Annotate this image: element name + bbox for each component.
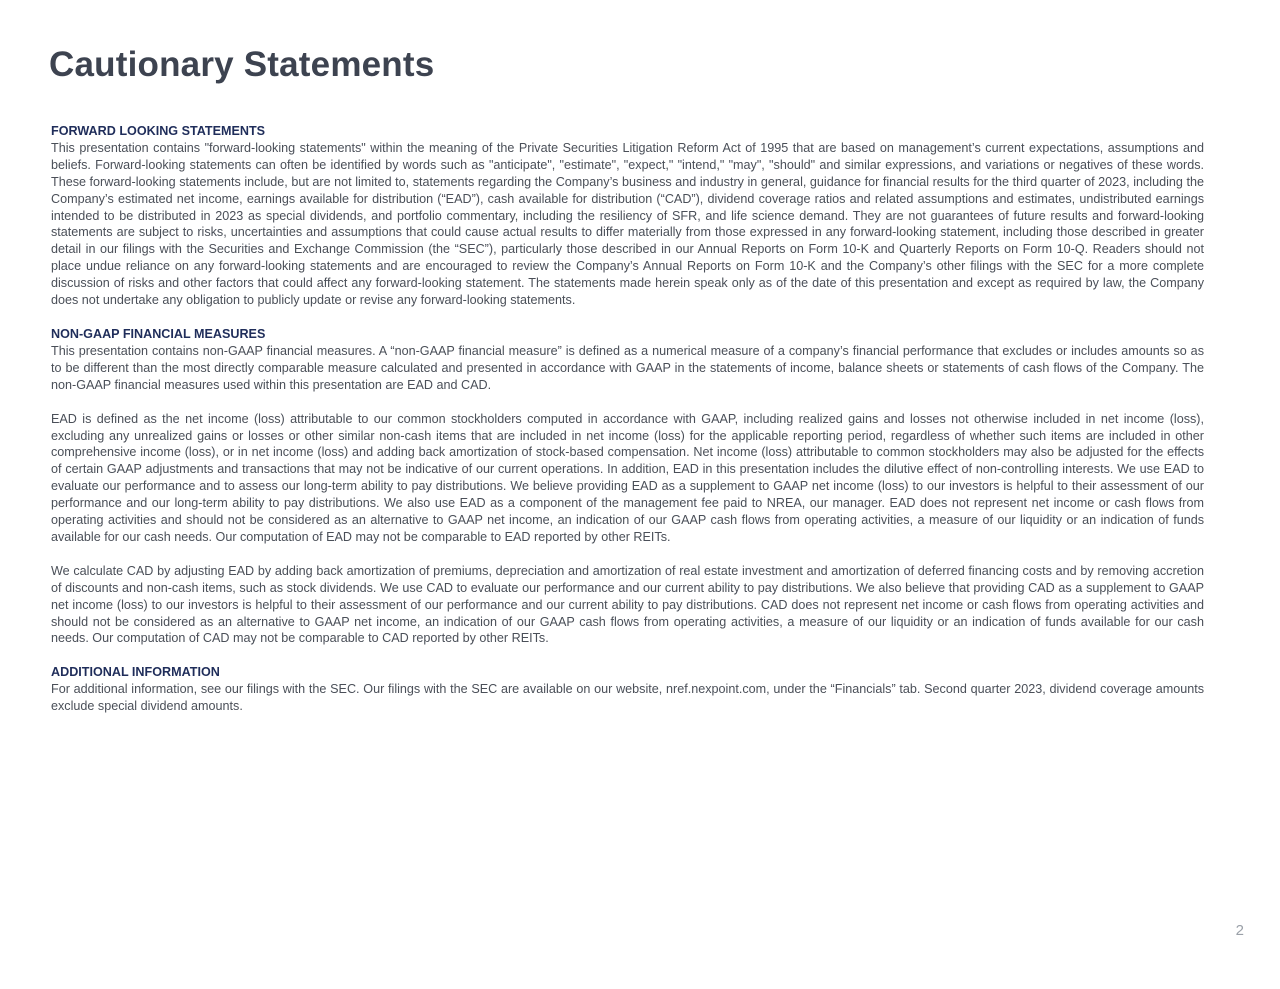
non-gaap-paragraph-cad: We calculate CAD by adjusting EAD by adding back amortization of premiums, depreciation and amortization of real estate investment and amortization of deferred financing costs and by removing accretion of discounts and non-cash items, such as stock dividends. We use CAD to evaluate our performance and our current ability to pay distributions. We also believe that providing CAD as a supplement to GAAP net income (loss) to our investors is helpful to their assessment of our performance and our current ability to pay distributions. CAD does not represent net income or cash flows from operating activities and should not be considered as an alternative to GAAP net income, an indication of our GAAP cash flows from operating activities, a measure of our liquidity or an indication of funds available for our cash needs. Our computation of CAD may not be comparable to CAD reported by other REITs. <box>51 563 1204 646</box>
non-gaap-heading: NON-GAAP FINANCIAL MEASURES <box>51 326 266 341</box>
page-number: 2 <box>1235 922 1244 939</box>
non-gaap-paragraph-ead: EAD is defined as the net income (loss) attributable to our common stockholders computed in accordance with GAAP, including realized gains and losses not otherwise included in net income (loss), excluding any unrealized gains or losses or other similar non-cash items that are included in net income (loss) for the applicable reporting period, regardless of whether such items are included in other comprehensive income (loss), or in net income (loss) and adding back amortization of stock-based compensation. Net income (loss) attributable to common stockholders may also be adjusted for the effects of certain GAAP adjustments and transactions that may not be indicative of our current operations. In addition, EAD in this presentation includes the dilutive effect of non-controlling interests. We use EAD to evaluate our performance and to assess our long-term ability to pay distributions. We believe providing EAD as a supplement to GAAP net income (loss) to our investors is helpful to their assessment of our performance and our long-term ability to pay distributions. We also use EAD as a component of the management fee paid to NREA, our manager. EAD does not represent net income or cash flows from operating activities and should not be considered as an alternative to GAAP net income, an indication of our GAAP cash flows from operating activities, a measure of our liquidity or an indication of funds available for our cash needs. Our computation of EAD may not be comparable to EAD reported by other REITs. <box>51 411 1204 544</box>
non-gaap-section <box>51 326 1204 647</box>
forward-looking-section <box>51 123 1204 309</box>
forward-looking-heading: FORWARD LOOKING STATEMENTS <box>51 124 266 138</box>
additional-information-heading: ADDITIONAL INFORMATION <box>51 665 220 680</box>
section-spacer <box>51 647 1204 664</box>
section-spacer <box>51 309 1204 326</box>
cautionary-statements-body <box>51 123 1204 715</box>
paragraph-spacer <box>51 394 1204 411</box>
non-gaap-paragraph-intro: This presentation contains non-GAAP financial measures. A “non-GAAP financial measure” is defined as a numerical measure of a company’s financial performance that excludes or includes amounts so as to be different than the most directly comparable measure calculated and presented in accordance with GAAP in the statements of income, balance sheets or statements of cash flows of the Company. The non-GAAP financial measures used within this presentation are EAD and CAD. <box>51 343 1204 392</box>
additional-information-paragraph: For additional information, see our filings with the SEC. Our filings with the SEC are available on our website, nref.nexpoint.com, under the “Financials” tab. Second quarter 2023, dividend coverage amounts exclude special dividend amounts. <box>51 682 1204 714</box>
paragraph-spacer <box>51 546 1204 563</box>
page-title: Cautionary Statements <box>49 45 435 84</box>
additional-information-section <box>51 664 1204 715</box>
forward-looking-paragraph: This presentation contains "forward-looking statements" within the meaning of the Private Securities Litigation Reform Act of 1995 that are based on management’s current expectations, assumptions and beliefs. Forward-looking statements can often be identified by words such as "anticipate", "estimate", "expect," "intend," "may", "should" and similar expressions, and variations or negatives of these words. These forward-looking statements include, but are not limited to, statements regarding the Company’s business and industry in general, guidance for financial results for the third quarter of 2023, including the Company’s estimated net income, earnings available for distribution (“EAD”), cash available for distribution (“CAD”), dividend coverage ratios and related assumptions and estimates, undistributed earnings intended to be distributed in 2023 as special dividends, and portfolio commentary, including the resiliency of SFR, and life science demand. They are not guarantees of future results and forward-looking statements are subject to risks, uncertainties and assumptions that could cause actual results to differ materially from those expressed in any forward-looking statement, including those described in greater detail in our filings with the Securities and Exchange Commission (the “SEC”), particularly those described in our Annual Reports on Form 10-K and Quarterly Reports on Form 10-Q. Readers should not place undue reliance on any forward-looking statements and are encouraged to review the Company’s Annual Reports on Form 10-K and the Company’s other filings with the SEC for a more complete discussion of risks and other factors that could affect any forward-looking statement. The statements made herein speak only as of the date of this presentation and except as required by law, the Company does not undertake any obligation to publicly update or revise any forward-looking statements. <box>51 140 1204 308</box>
